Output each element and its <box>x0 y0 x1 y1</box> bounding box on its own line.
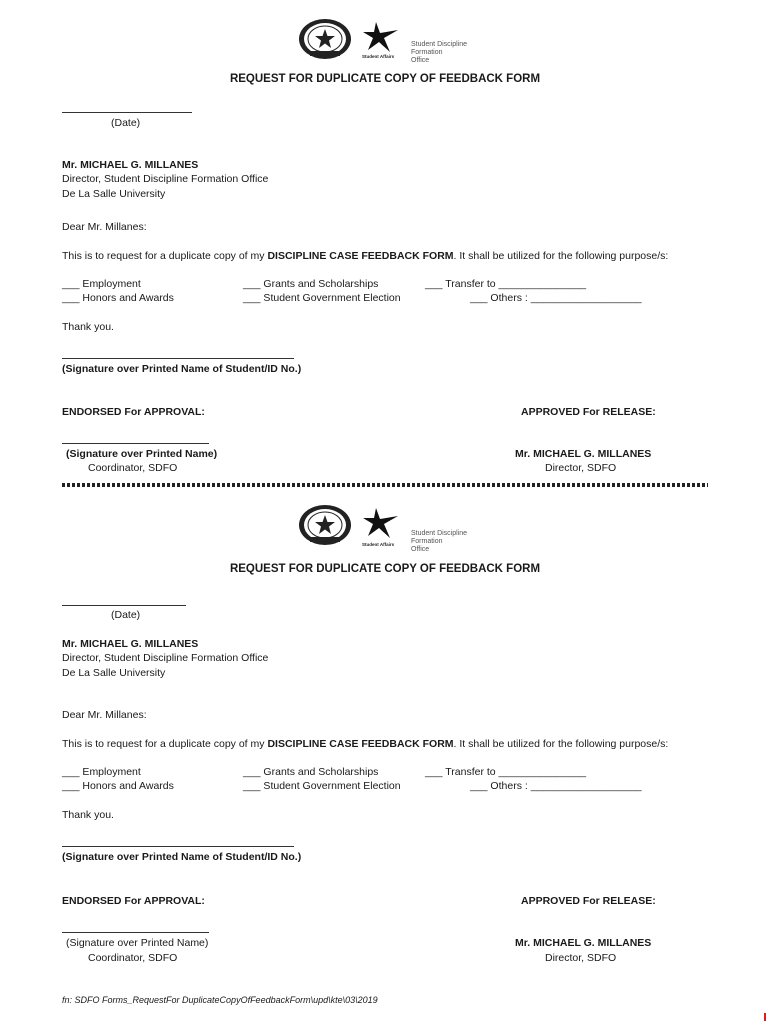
purpose-honors: ___ Honors and Awards <box>62 292 174 304</box>
coordinator-signature-label: (Signature over Printed Name) <box>66 937 209 949</box>
purpose-employment: ___ Employment <box>62 278 141 290</box>
student-signature-label: (Signature over Printed Name of Student/ID No.) <box>62 363 302 375</box>
purpose-transfer: ___ Transfer to _______________ <box>425 278 587 290</box>
date-label: (Date) <box>111 117 141 129</box>
student-affairs-label: Student Affairs <box>362 54 395 59</box>
approved-label: APPROVED For RELEASE: <box>521 895 656 907</box>
form-title: REQUEST FOR DUPLICATE COPY OF FEEDBACK FORM <box>229 563 541 575</box>
director-name: Mr. MICHAEL G. MILLANES <box>515 937 652 949</box>
date-line <box>62 605 186 606</box>
university-seal-icon <box>298 504 352 546</box>
coordinator-signature-line <box>62 932 209 933</box>
coordinator-title: Coordinator, SDFO <box>88 462 178 474</box>
addressee-university: De La Salle University <box>62 188 166 200</box>
director-title: Director, SDFO <box>545 462 617 474</box>
purpose-grants: ___ Grants and Scholarships <box>243 278 379 290</box>
closing: Thank you. <box>62 809 114 821</box>
purpose-election: ___ Student Government Election <box>243 292 401 304</box>
closing: Thank you. <box>62 321 114 333</box>
student-affairs-star-icon <box>362 20 400 54</box>
approved-label: APPROVED For RELEASE: <box>521 406 656 418</box>
sdfo-office-name: Student Discipline Formation Office <box>411 41 468 64</box>
date-line <box>62 112 192 113</box>
student-affairs-star-icon <box>362 506 400 540</box>
student-affairs-label: Student Affairs <box>362 542 395 547</box>
date-label: (Date) <box>111 609 141 621</box>
student-signature-line <box>62 358 294 359</box>
file-name-footer: fn: SDFO Forms_RequestFor DuplicateCopyOfFeedbackForm\upd\kte\03\2019 <box>62 995 378 1005</box>
salutation: Dear Mr. Millanes: <box>62 221 147 233</box>
addressee-name: Mr. MICHAEL G. MILLANES <box>62 638 199 650</box>
addressee-university: De La Salle University <box>62 667 166 679</box>
coordinator-signature-label: (Signature over Printed Name) <box>66 448 218 460</box>
cut-line-divider <box>62 483 708 487</box>
coordinator-title: Coordinator, SDFO <box>88 952 178 964</box>
addressee-position: Director, Student Discipline Formation Office <box>62 652 269 664</box>
purpose-employment: ___ Employment <box>62 766 141 778</box>
request-body: This is to request for a duplicate copy of my DISCIPLINE CASE FEEDBACK FORM. It shall be utilized for the following purpose/s: <box>62 250 669 262</box>
coordinator-signature-line <box>62 443 209 444</box>
student-signature-line <box>62 846 294 847</box>
salutation: Dear Mr. Millanes: <box>62 709 147 721</box>
request-body: This is to request for a duplicate copy of my DISCIPLINE CASE FEEDBACK FORM. It shall be utilized for the following purpose/s: <box>62 738 669 750</box>
form-title: REQUEST FOR DUPLICATE COPY OF FEEDBACK FORM <box>229 73 541 85</box>
addressee-position: Director, Student Discipline Formation Office <box>62 173 269 185</box>
addressee-name: Mr. MICHAEL G. MILLANES <box>62 159 199 171</box>
university-seal-icon <box>298 18 352 60</box>
director-title: Director, SDFO <box>545 952 617 964</box>
endorsed-label: ENDORSED For APPROVAL: <box>62 895 205 907</box>
director-name: Mr. MICHAEL G. MILLANES <box>515 448 652 460</box>
endorsed-label: ENDORSED For APPROVAL: <box>62 406 205 418</box>
sdfo-office-name: Student Discipline Formation Office <box>411 530 468 553</box>
student-signature-label: (Signature over Printed Name of Student/ID No.) <box>62 851 302 863</box>
purpose-election: ___ Student Government Election <box>243 780 401 792</box>
purpose-others: ___ Others : ___________________ <box>470 292 642 304</box>
purpose-grants: ___ Grants and Scholarships <box>243 766 379 778</box>
purpose-honors: ___ Honors and Awards <box>62 780 174 792</box>
purpose-transfer: ___ Transfer to _______________ <box>425 766 587 778</box>
purpose-others: ___ Others : ___________________ <box>470 780 642 792</box>
red-cursor-mark <box>764 1013 766 1021</box>
